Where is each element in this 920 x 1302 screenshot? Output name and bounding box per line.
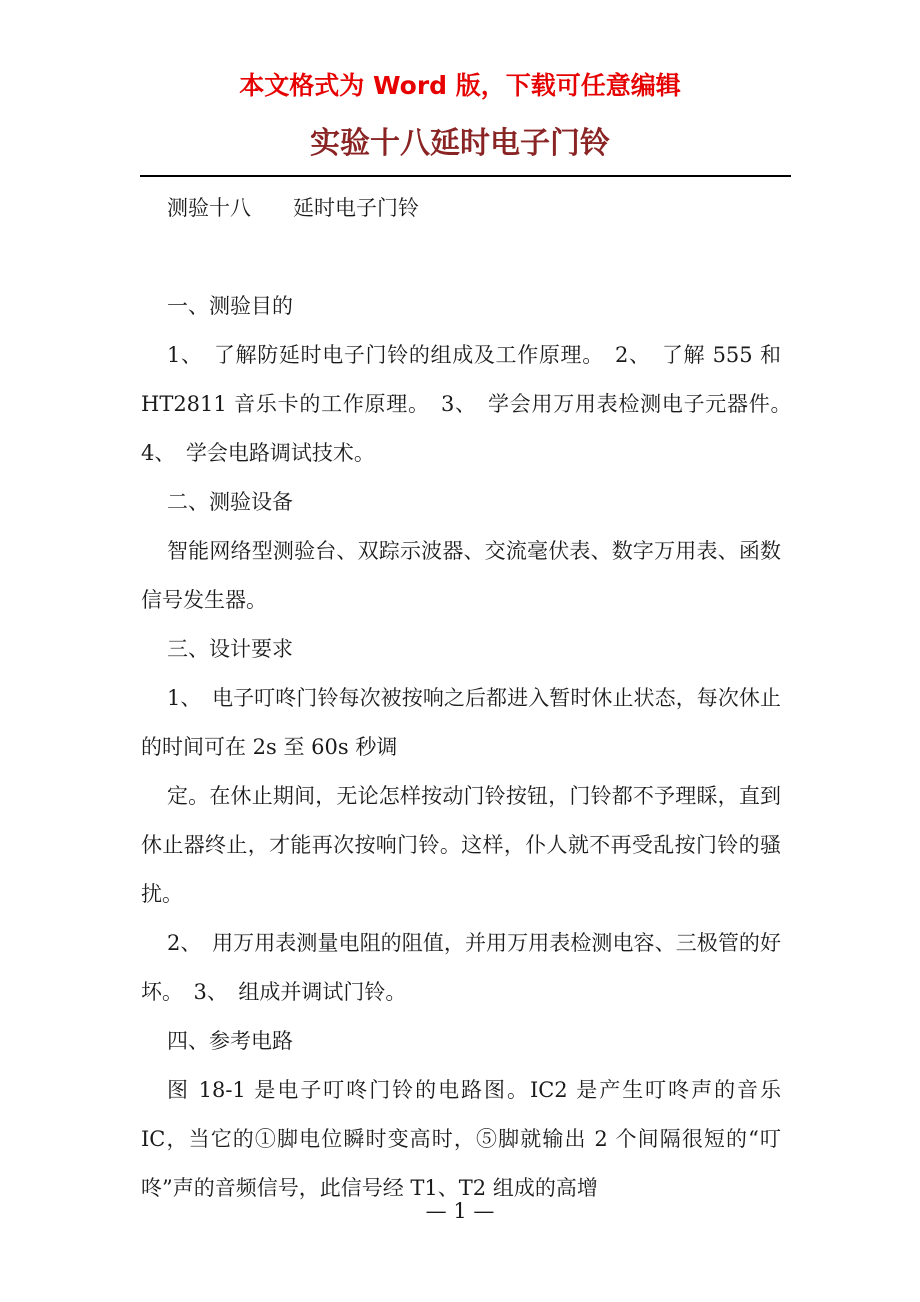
requirement-paragraph-1-cont: 定。在休止期间，无论怎样按动门铃按钮，门铃都不予理睬，直到休止器终止，才能再次按响门铃。这样，仆人就不再受乱按门铃的骚扰。	[141, 784, 781, 906]
page-number: — 1 —	[425, 1199, 495, 1223]
download-banner: 本文格式为 Word 版，下载可任意编辑	[239, 71, 681, 100]
section-heading-requirements: 三、设计要求	[167, 637, 293, 661]
section-heading-reference-circuit: 四、参考电路	[167, 1029, 293, 1053]
equipment-paragraph: 智能网络型测验台、双踪示波器、交流毫伏表、数字万用表、函数信号发生器。	[141, 539, 781, 612]
requirement-paragraph-1: 1、 电子叮咚门铃每次被按响之后都进入暂时休止状态，每次休止的时间可在 2s 至 60s 秒调	[141, 686, 781, 759]
circuit-description-paragraph: 图 18-1 是电子叮咚门铃的电路图。IC2 是产生叮咚声的音乐 IC，当它的①脚电位瞬时变高时，⑤脚就输出 2 个间隔很短的“叮咚”声的音频信号，此信号经 T1、T2 组成的高增	[141, 1078, 781, 1200]
title-divider	[140, 175, 791, 177]
requirement-paragraph-2: 2、 用万用表测量电阻的阻值，并用万用表检测电容、三极管的好坏。 3、 组成并调试门铃。	[141, 931, 781, 1004]
section-heading-equipment: 二、测验设备	[167, 490, 293, 514]
experiment-heading: 测验十八 延时电子门铃	[167, 196, 419, 220]
section-heading-purpose: 一、测验目的	[167, 294, 293, 318]
purpose-paragraph: 1、 了解防延时电子门铃的组成及工作原理。 2、 了解 555 和 HT2811 音乐卡的工作原理。 3、 学会用万用表检测电子元器件。 4、 学会电路调试技术。	[141, 343, 802, 465]
document-body	[141, 184, 802, 1213]
document-title: 实验十八延时电子门铃	[310, 126, 610, 161]
